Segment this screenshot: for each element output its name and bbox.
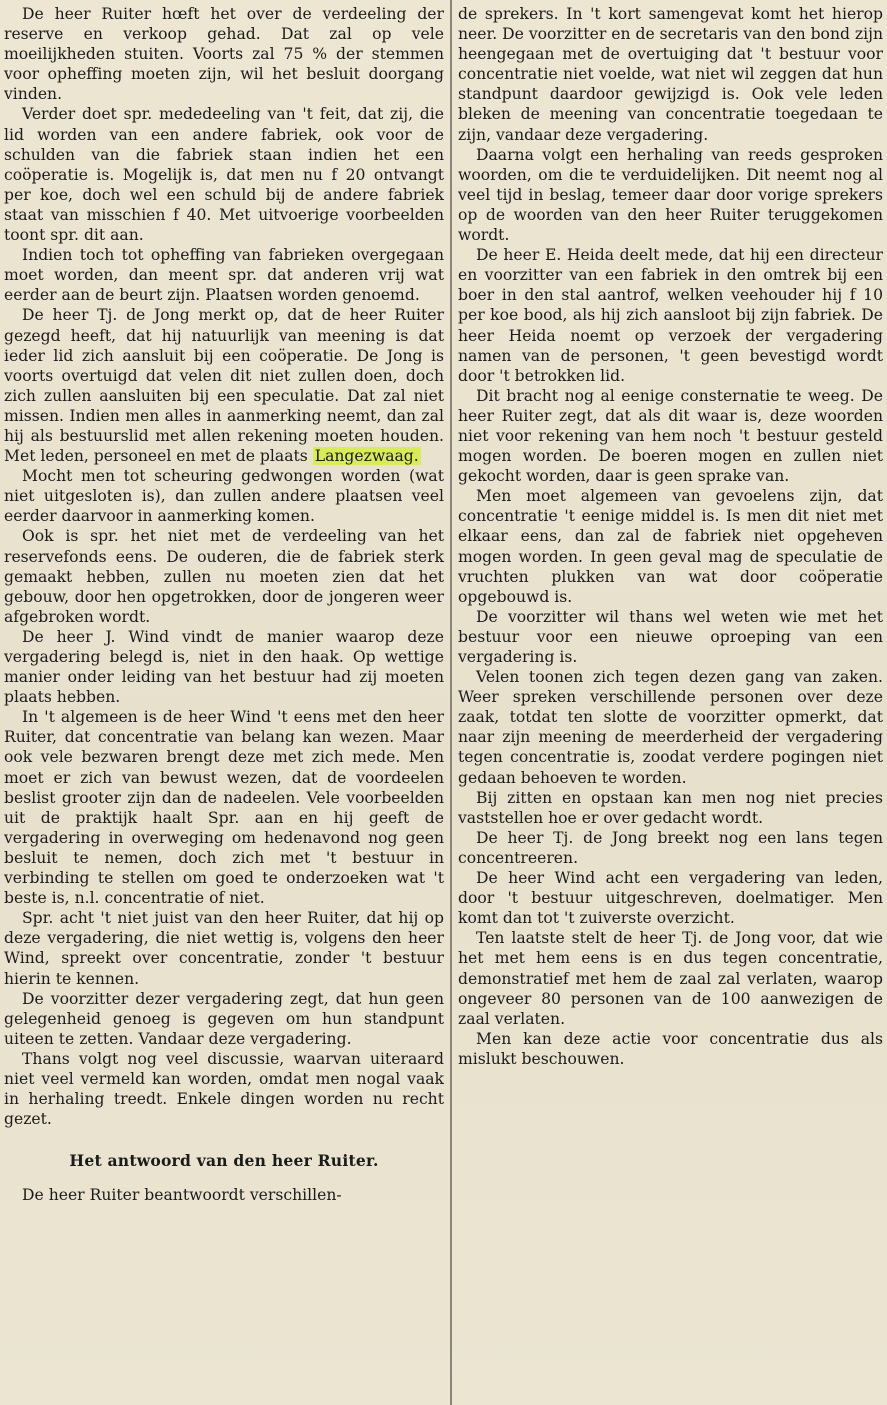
paragraph: Dit bracht nog al eenige consternatie te weeg. De heer Ruiter zegt, dat als dit waar is, deze woorden niet voor rekening van hem noch 't bestuur gesteld mogen worden. De boeren mogen en zullen niet gekocht worden, daar is geen sprake van. bbox=[458, 386, 883, 486]
paragraph: Verder doet spr. mededeeling van 't feit, dat zij, die lid worden van een andere fabriek, ook voor de schulden van die fabriek staan indien het een coöperatie is. Mogelijk is, dat men nu f 20 ontvangt per koe, doch wel een schuld bij de andere fabriek staat van misschien f 40. Met uitvoerige voorbeelden toont spr. dit aan. bbox=[4, 105, 444, 245]
paragraph: Men kan deze actie voor concentratie dus als mislukt beschouwen. bbox=[458, 1029, 883, 1068]
paragraph: De heer Wind acht een vergadering van leden, door 't bestuur uitgeschreven, doelmatiger. Men komt dan tot 't zuiverste overzicht. bbox=[458, 869, 883, 928]
paragraph: Velen toonen zich tegen dezen gang van zaken. Weer spreken verschillende personen over deze zaak, totdat ten slotte de voorzitter opmerkt, dat naar zijn meening de meerderheid der vergadering tegen concentratie is, zoodat verdere pogingen niet gedaan behoeven te worden. bbox=[458, 668, 883, 787]
paragraph: In 't algemeen is de heer Wind 't eens met den heer Ruiter, dat concentratie van belang kan wezen. Maar ook vele bezwaren brengt deze met zich mede. Men moet er zich van bewust wezen, dat de voordeelen beslist grooter zijn dan de nadeelen. Vele voorbeelden uit de praktijk haalt Spr. aan en hij geeft de vergadering in overweging om hedenavond nog geen besluit te nemen, doch zich met 't bestuur in verbinding te stellen om goed te onderzoeken wat 't beste is, n.l. concentratie of niet. bbox=[4, 708, 444, 908]
paragraph: Thans volgt nog veel discussie, waarvan uiteraard niet veel vermeld kan worden, omdat men nogal vaak in herhaling treedt. Enkele dingen worden nu recht gezet. bbox=[4, 1049, 444, 1129]
paragraph bbox=[4, 305, 444, 466]
paragraph-text: De heer Tj. de Jong merkt op, dat de heer Ruiter gezegd heeft, dat hij natuurlijk van meening is dat ieder lid zich aansluit bij een coöperatie. De Jong is voorts overtuigd dat velen dit niet zullen doen, doch zich zullen aansluiten bij een speculatie. Dat zal niet missen. Indien men alles in aanmerking neemt, dan zal hij als bestuurslid met allen rekening moeten houden. Met leden, personeel en met de plaats bbox=[4, 306, 444, 466]
right-column bbox=[454, 0, 887, 1069]
paragraph: Spr. acht 't niet juist van den heer Ruiter, dat hij op deze vergadering, die niet wettig is, volgens den heer Wind, spreekt over concentratie, zonder 't bestuur hierin te kennen. bbox=[4, 909, 444, 988]
paragraph: De heer J. Wind vindt de manier waarop deze vergadering belegd is, niet in den haak. Op wettige manier onder leiding van het bestuur had zij moeten plaats hebben. bbox=[4, 627, 444, 707]
column-divider bbox=[450, 0, 452, 1405]
section-heading: Het antwoord van den heer Ruiter. bbox=[69, 1151, 379, 1171]
paragraph: Daarna volgt een herhaling van reeds gesproken woorden, om die te verduidelijken. Dit neemt nog al veel tijd in beslag, temeer daar door vorige sprekers op de woorden van den heer Ruiter teruggekomen wordt. bbox=[458, 145, 883, 245]
paragraph: De heer Tj. de Jong breekt nog een lans tegen concentreeren. bbox=[458, 828, 883, 867]
paragraph: Men moet algemeen van gevoelens zijn, dat concentratie 't eenige middel is. Is men dit niet met elkaar eens, dan zal de fabriek niet opgeheven mogen worden. In geen geval mag de speculatie de vruchten plukken van wat door coöperatie opgebouwd is. bbox=[458, 487, 883, 606]
paragraph: Bij zitten en opstaan kan men nog niet precies vaststellen hoe er over gedacht wordt. bbox=[458, 788, 883, 827]
paragraph: Mocht men tot scheuring gedwongen worden (wat niet uitgesloten is), dan zullen andere plaatsen veel eerder daarvoor in aanmerking komen. bbox=[4, 467, 444, 526]
paragraph: De heer Ruiter hœft het over de verdeeling der reserve en verkoop gehad. Dat zal op vele moeilijkheden stuiten. Voorts zal 75 % der stemmen voor opheffing moeten zijn, wil het besluit doorgang vinden. bbox=[4, 5, 444, 104]
paragraph: Indien toch tot opheffing van fabrieken overgegaan moet worden, dan meent spr. dat anderen vrij wat eerder aan de beurt zijn. Plaatsen worden genoemd. bbox=[4, 246, 444, 305]
paragraph: De voorzitter wil thans wel weten wie met het bestuur voor een nieuwe oproeping van een vergadering is. bbox=[458, 607, 883, 666]
paragraph: De heer E. Heida deelt mede, dat hij een directeur en voorzitter van een fabriek in den omtrek bij een boer in den stal aantrof, welken veehouder hij f 10 per koe bood, als hij zich aansloot bij zijn fabriek. De heer Heida noemt op verzoek der vergadering namen van de personen, 't geen bevestigd wordt door 't betrokken lid. bbox=[458, 246, 883, 385]
paragraph: Ook is spr. het niet met de verdeeling van het reservefonds eens. De ouderen, die de fabriek sterk gemaakt hebben, zullen nu moeten zien dat het gebouw, door hen opgetrokken, door de jongeren weer afgebroken wordt. bbox=[4, 527, 444, 626]
paragraph: Ten laatste stelt de heer Tj. de Jong voor, dat wie het met hem eens is en dus tegen concentratie, demonstratief met hem de zaal zal verlaten, waarop ongeveer 80 personen van de 100 aanwezigen de zaal verlaten. bbox=[458, 929, 883, 1028]
paragraph: de sprekers. In 't kort samengevat komt het hierop neer. De voorzitter en de secretaris van den bond zijn heengegaan met de overtuiging dat 't bestuur voor concentratie niet voelde, wat niet wil zeggen dat hun standpunt daardoor gewijzigd is. Ook vele leden bleken de meening van concentratie toegedaan te zijn, vandaar deze vergadering. bbox=[458, 5, 884, 144]
paragraph: De voorzitter dezer vergadering zegt, dat hun geen gelegenheid genoeg is gegeven om hun standpunt uiteen te zetten. Vandaar deze vergadering. bbox=[4, 989, 444, 1048]
left-column bbox=[0, 0, 452, 1205]
paragraph: De heer Ruiter beantwoordt verschillen- bbox=[22, 1186, 342, 1205]
highlighted-place-name: Langezwaag. bbox=[314, 447, 419, 466]
